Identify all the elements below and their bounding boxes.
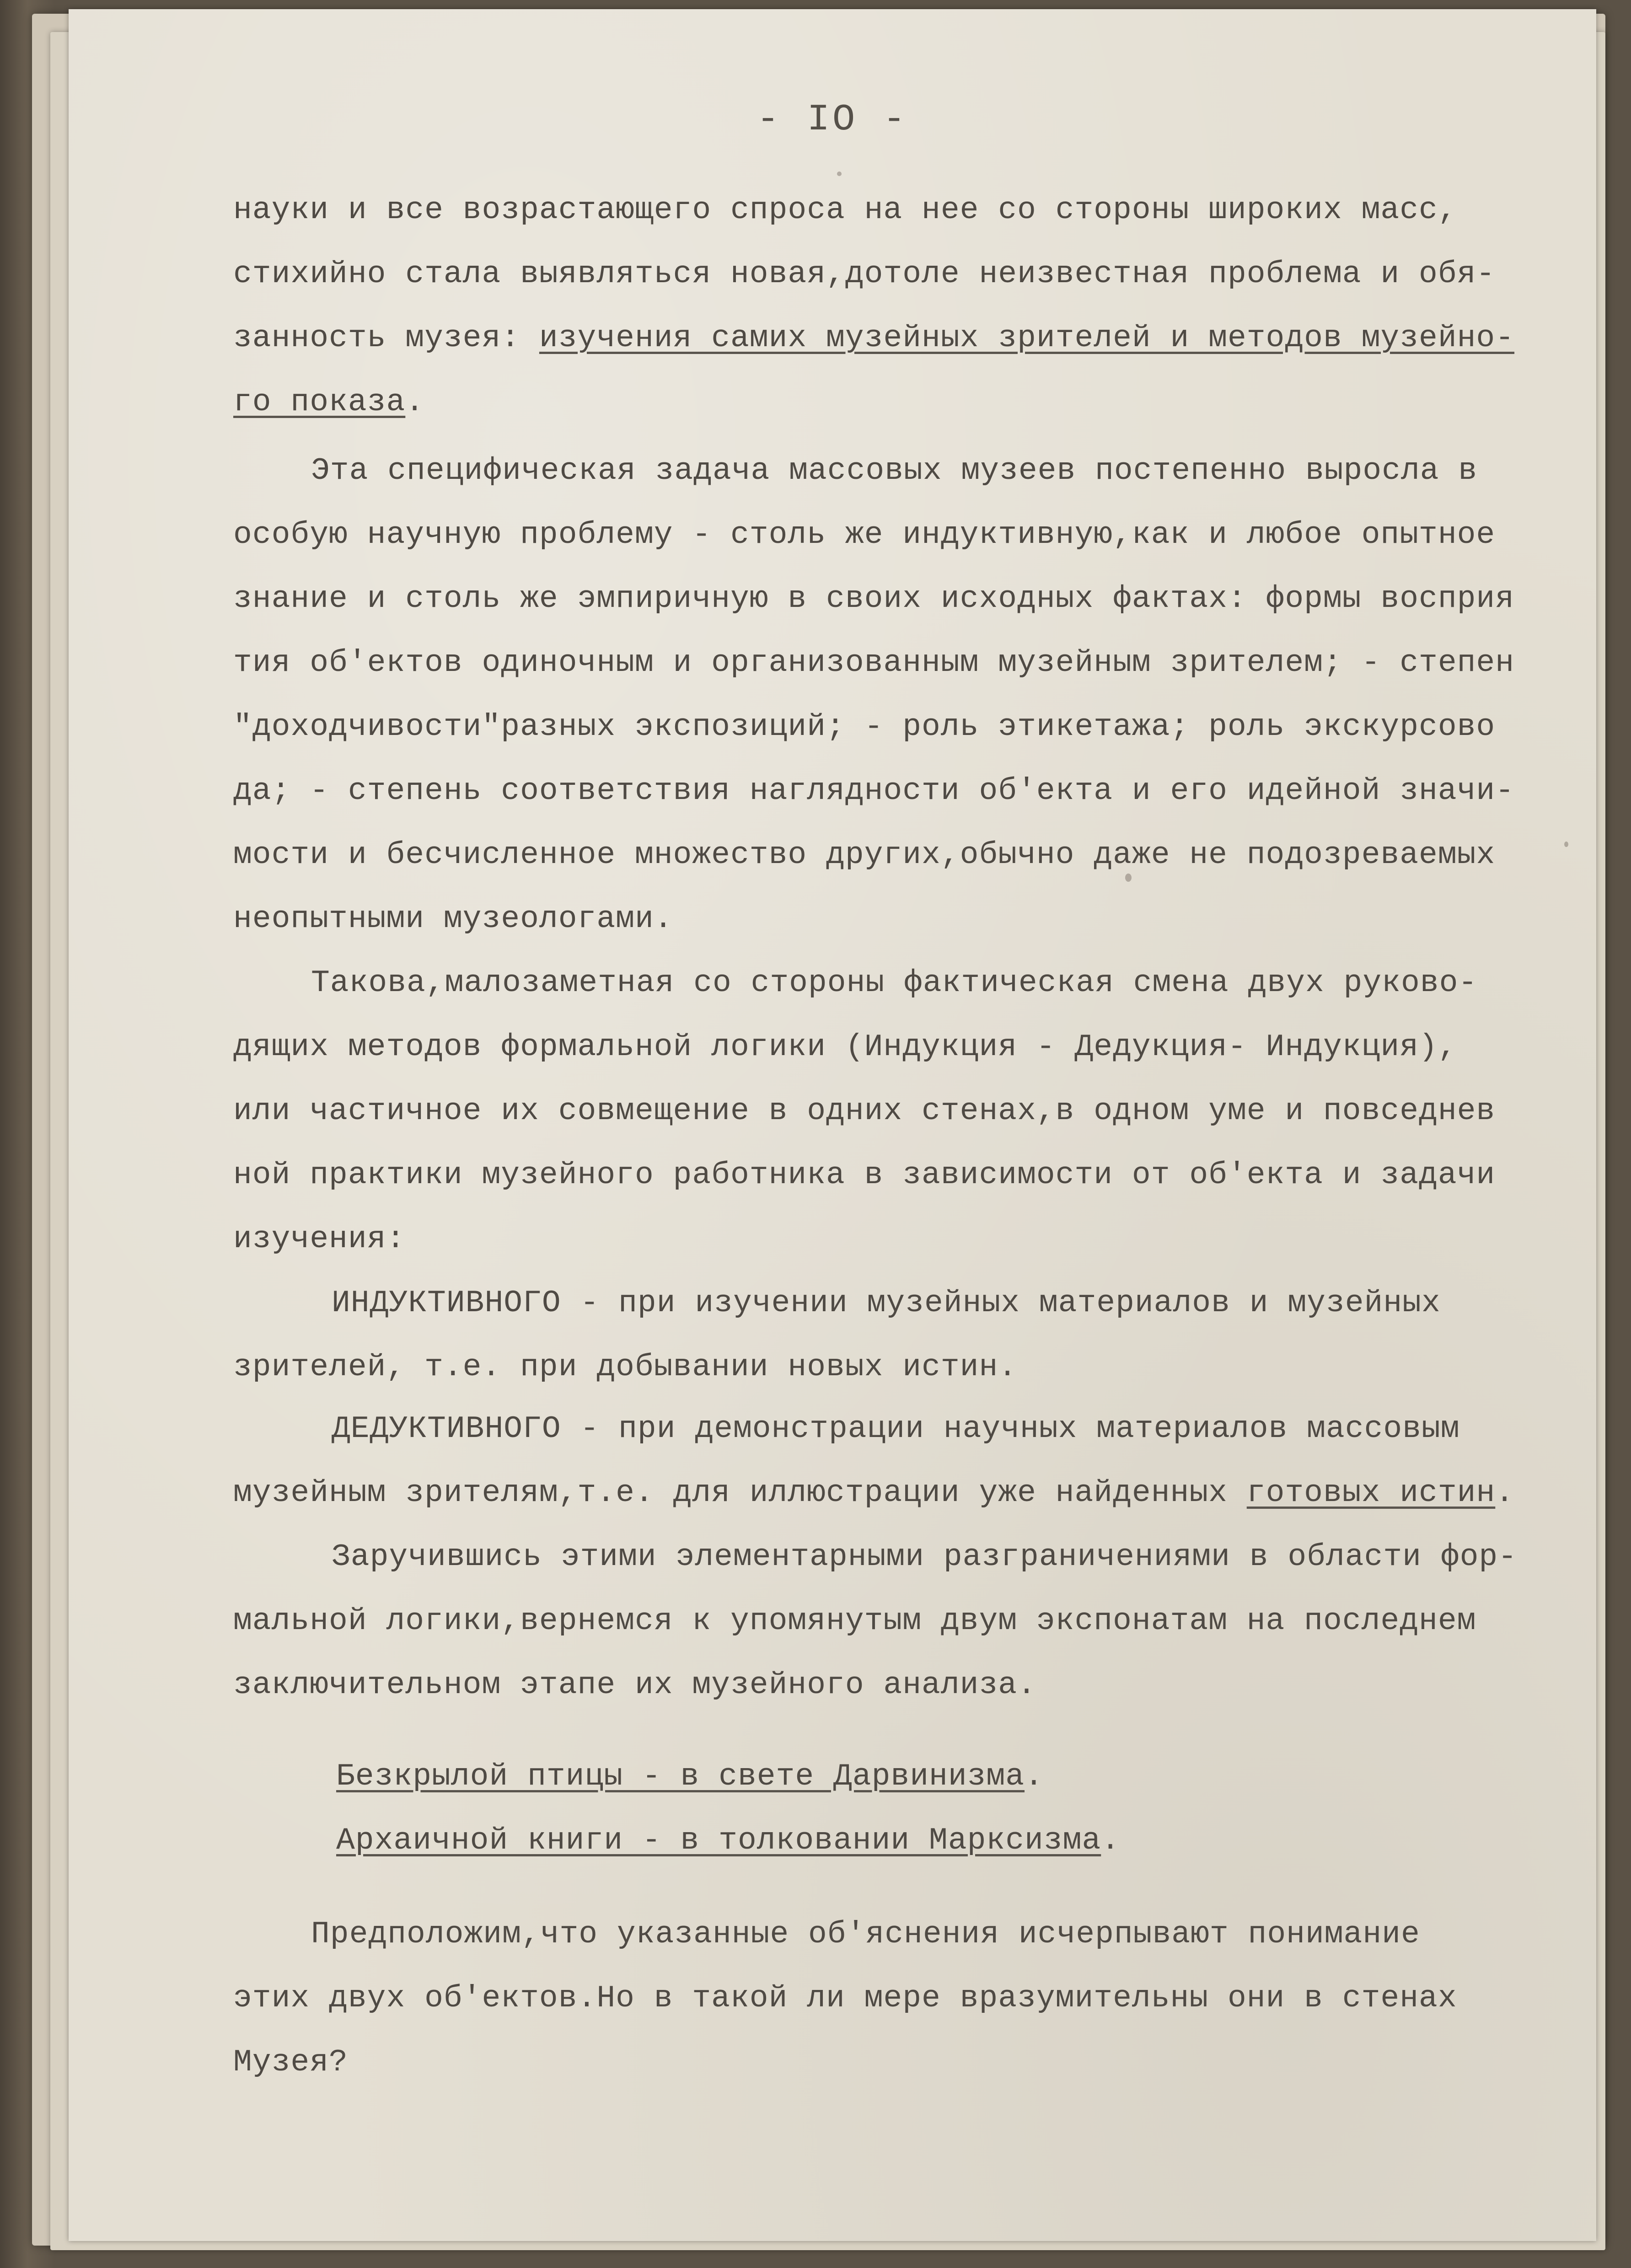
punctuation: . bbox=[405, 385, 425, 420]
text-line bbox=[233, 318, 1514, 359]
text-line bbox=[336, 1756, 1044, 1797]
text-line: неопытными музеологами. bbox=[233, 901, 673, 937]
text-line: ной практики музейного работника в зависимости от об'екта и задачи bbox=[233, 1158, 1496, 1193]
text-line: изучения: bbox=[233, 1222, 406, 1257]
text-line: заключительном этапе их музейного анализа. bbox=[233, 1667, 1036, 1703]
text-line: или частичное их совмещение в одних стенах,в одном уме и повседнев bbox=[233, 1094, 1496, 1129]
page-number: - IO - bbox=[756, 98, 908, 141]
text-line: да; - степень соответствия наглядности об'екта и его идейной значи- bbox=[233, 773, 1515, 809]
ink-speck bbox=[837, 172, 842, 176]
text-line-start: музейным зрителям,т.е. для иллюстрации уже найденных bbox=[233, 1475, 1247, 1511]
ink-speck bbox=[1125, 874, 1132, 882]
text-line: Заручившись этими элементарными разграничениями в области фор- bbox=[332, 1539, 1518, 1575]
text-line bbox=[233, 382, 424, 423]
underlined-phrase: изучения самих музейных зрителей и методов музейно- bbox=[539, 321, 1515, 356]
text-line: науки и все возрастающего спроса на нее со стороны широких масс, bbox=[233, 193, 1457, 228]
text-line: этих двух об'ектов.Но в такой ли мере вразумительны они в стенах bbox=[233, 1981, 1457, 2016]
text-line: Музея? bbox=[233, 2045, 348, 2080]
text-line: особую научную проблему - столь же индуктивную,как и любое опытное bbox=[233, 517, 1496, 552]
text-line: мальной логики,вернемся к упомянутым двум экспонатам на последнем bbox=[233, 1603, 1476, 1639]
underlined-phrase: готовых истин bbox=[1246, 1475, 1496, 1511]
ink-speck bbox=[1564, 842, 1568, 847]
underlined-phrase: Архаичной книги - в толковании Марксизма bbox=[336, 1823, 1101, 1858]
text-line: мости и бесчисленное множество других,обычно даже не подозреваемых bbox=[233, 837, 1496, 873]
punctuation: . bbox=[1025, 1759, 1044, 1794]
text-line: ИНДУКТИВНОГО - при изучении музейных материалов и музейных bbox=[332, 1286, 1441, 1321]
punctuation: . bbox=[1495, 1475, 1515, 1511]
text-line: ДЕДУКТИВНОГО - при демонстрации научных материалов массовым bbox=[332, 1411, 1460, 1447]
text-line: "доходчивости"разных экспозиций; - роль этикетажа; роль экскурсово bbox=[233, 709, 1496, 745]
text-line: знание и столь же эмпиричную в своих исходных фактах: формы восприя bbox=[233, 581, 1515, 617]
typewritten-page bbox=[69, 9, 1596, 2241]
text-line: Эта специфическая задача массовых музеев постепенно выросла в bbox=[311, 453, 1478, 488]
text-line bbox=[336, 1820, 1120, 1861]
text-line: тия об'ектов одиночным и организованным музейным зрителем; - степен bbox=[233, 645, 1515, 681]
underlined-phrase: го показа bbox=[233, 385, 406, 420]
text-line: Такова,малозаметная со стороны фактическая смена двух руково- bbox=[311, 965, 1478, 1001]
underlined-phrase: Безкрылой птицы - в свете Дарвинизма bbox=[336, 1759, 1025, 1794]
text-line: стихийно стала выявляться новая,дотоле неизвестная проблема и обя- bbox=[233, 257, 1496, 292]
punctuation: . bbox=[1101, 1823, 1121, 1858]
text-line-start: занность музея: bbox=[233, 321, 539, 356]
text-line: зрителей, т.е. при добывании новых истин. bbox=[233, 1350, 1018, 1385]
text-line: дящих методов формальной логики (Индукция - Дедукция- Индукция), bbox=[233, 1029, 1457, 1065]
text-line bbox=[233, 1473, 1514, 1514]
text-line: Предположим,что указанные об'яснения исчерпывают понимание bbox=[311, 1917, 1420, 1952]
